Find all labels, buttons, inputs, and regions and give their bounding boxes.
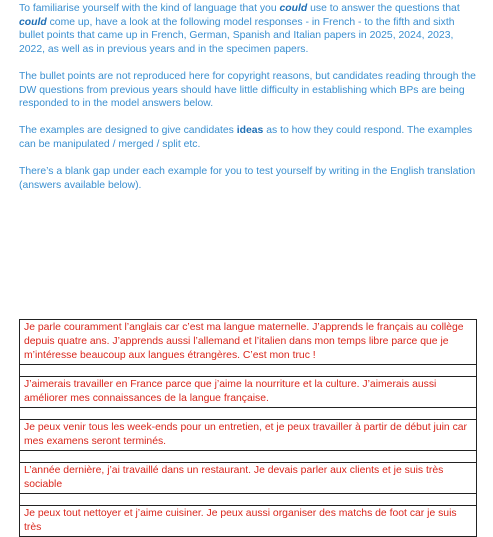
- intro-paragraph-1: [19, 2, 481, 56]
- translation-row: [20, 451, 477, 463]
- intro-section: [19, 2, 481, 206]
- emphasis-ideas: ideas: [236, 125, 264, 137]
- translation-blank-cell[interactable]: [20, 408, 477, 420]
- intro-p1-text-c: come up, have a look at the following model responses - in French - to the fifth and sixth bullet points that came up in French, German, Spanish and Italian papers in 2025, 2024, 2023, 2022, as well as in previous years and in the specimen papers.: [19, 16, 455, 55]
- translation-blank-cell[interactable]: [20, 365, 477, 377]
- translation-row: [20, 408, 477, 420]
- example-row: [20, 463, 477, 494]
- intro-p1-text-a: To familiarise yourself with the kind of language that you: [19, 3, 280, 14]
- french-example-text: L’année dernière, j’ai travaillé dans un restaurant. Je devais parler aux clients et je suis très sociable: [24, 465, 444, 490]
- french-example-text: Je parle couramment l’anglais car c’est ma langue maternelle. J’apprends le français au collège depuis quatre ans. J’apprends aussi l’allemand et l’italien dans mon temps libre parce que je m’intéresse beaucoup aux langues étrangères. C’est mon truc !: [24, 322, 464, 361]
- intro-paragraph-4: There’s a blank gap under each example for you to test yourself by writing in the English translation (answers available below).: [19, 166, 476, 191]
- intro-p3-text-b: as to how they could respond. The examples can be manipulated / merged / split etc.: [19, 125, 473, 150]
- examples-table: [19, 319, 477, 537]
- emphasis-could-1: could: [279, 3, 308, 14]
- intro-paragraph-2: The bullet points are not reproduced here for copyright reasons, but candidates reading through the DW questions from previous years should have little difficulty in establishing which BPs are being responded to in the model answers below.: [19, 70, 476, 110]
- translation-blank-cell[interactable]: [20, 494, 477, 506]
- french-example-cell: [20, 463, 477, 494]
- translation-row: [20, 494, 477, 506]
- example-row: [20, 506, 477, 537]
- intro-paragraph-3: [19, 124, 481, 151]
- example-row: [20, 420, 477, 451]
- emphasis-could-2: could: [19, 16, 47, 28]
- intro-p1-text-b: use to answer the questions that: [307, 3, 460, 14]
- french-example-cell: [20, 320, 477, 365]
- example-row: [20, 377, 477, 408]
- french-example-text: Je peux venir tous les week-ends pour un entretien, et je peux travailler à partir de début juin car mes examens seront terminés.: [24, 422, 468, 447]
- french-example-cell: [20, 506, 477, 537]
- intro-p3-text-a: The examples are designed to give candidates: [19, 125, 237, 137]
- french-example-cell: [20, 420, 477, 451]
- french-example-text: Je peux tout nettoyer et j’aime cuisiner. Je peux aussi organiser des matchs de foot car je suis très: [24, 508, 457, 533]
- example-row: [20, 320, 477, 365]
- french-example-text: J’aimerais travailler en France parce que j’aime la nourriture et la culture. J’aimerais aussi améliorer mes connaissances de la langue française.: [24, 379, 437, 404]
- translation-row: [20, 365, 477, 377]
- translation-blank-cell[interactable]: [20, 451, 477, 463]
- french-example-cell: [20, 377, 477, 408]
